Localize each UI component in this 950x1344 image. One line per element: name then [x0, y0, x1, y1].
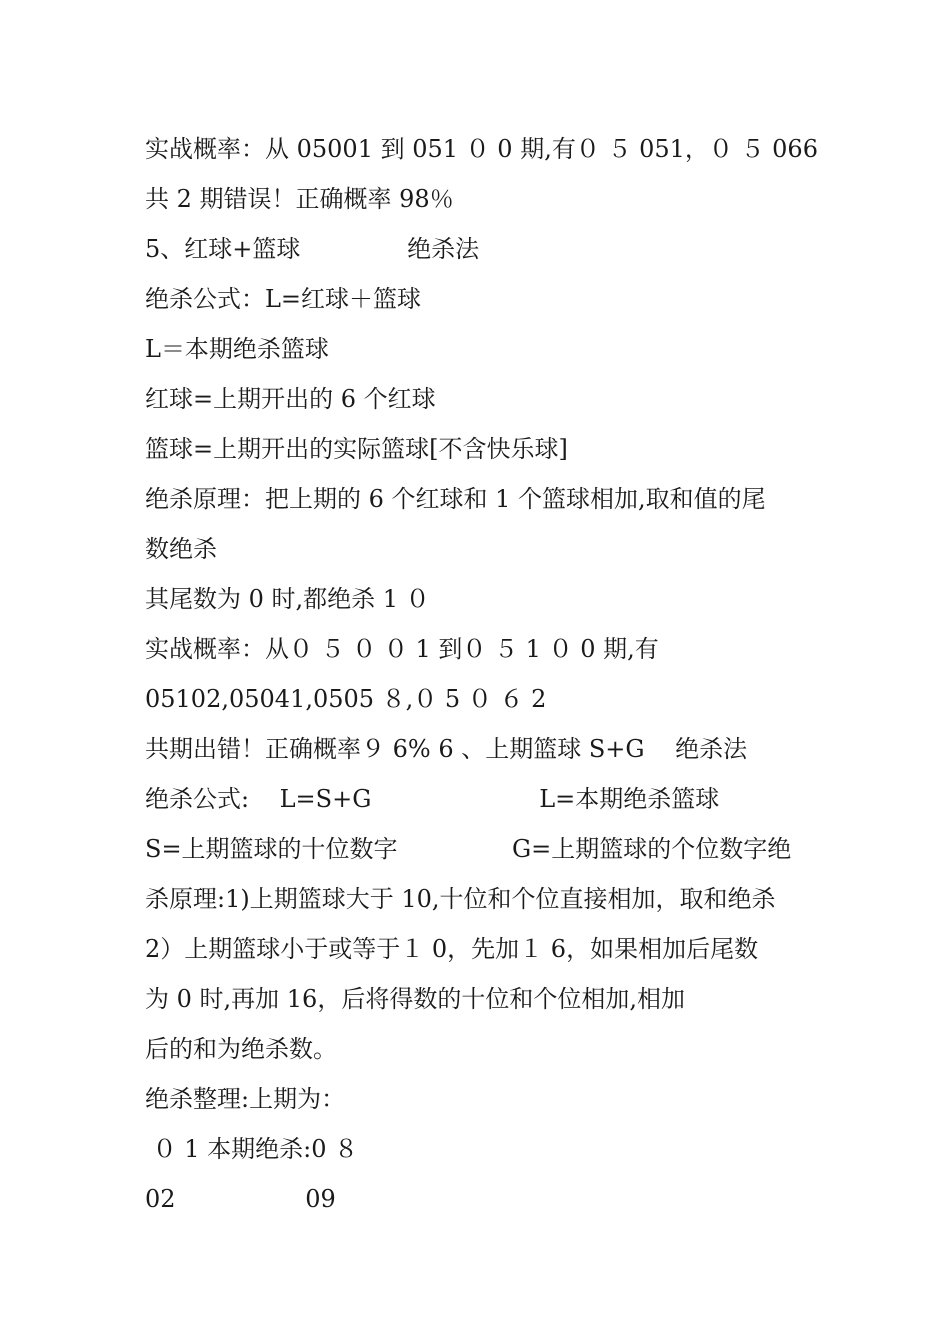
text-line: 实战概率：从 05001 到 051 ０ 0 期,有０ ５ 051，０ ５ 066	[145, 135, 818, 163]
text-line: 杀原理:1)上期篮球大于 10,十位和个位直接相加，取和绝杀	[145, 885, 776, 913]
text-line: L＝本期绝杀篮球	[145, 335, 329, 363]
text-line: 为 0 时,再加 16，后将得数的十位和个位相加,相加	[145, 985, 685, 1013]
text-line: 后的和为绝杀数。	[145, 1035, 337, 1063]
text-line: 共期出错！正确概率９ 6% 6 、上期篮球 S+G 绝杀法	[145, 735, 748, 763]
text-line: 05102,05041,0505 ８,０ 5 ０ ６ 2	[145, 685, 547, 713]
document-body	[145, 124, 818, 1224]
text-line: ０ 1 本期绝杀:0 ８	[145, 1135, 359, 1163]
text-line: 02 09	[145, 1185, 336, 1213]
text-line: 篮球=上期开出的实际篮球[不含快乐球]	[145, 435, 568, 463]
text-line: 绝杀公式：L=红球＋篮球	[145, 285, 422, 313]
text-line: 其尾数为 0 时,都绝杀 1 ０	[145, 585, 430, 613]
text-line: 实战概率：从０ ５ ０ ０ 1 到０ ５ 1 ０ 0 期,有	[145, 635, 659, 663]
text-line: 2）上期篮球小于或等于１ 0，先加１ 6，如果相加后尾数	[145, 935, 759, 963]
text-line: 红球=上期开出的 6 个红球	[145, 385, 436, 413]
text-line: 绝杀整理:上期为：	[145, 1085, 346, 1113]
text-line: 绝杀公式: L=S+G L=本期绝杀篮球	[145, 785, 720, 813]
text-line: S=上期篮球的十位数字 G=上期篮球的个位数字绝	[145, 835, 792, 863]
text-line: 数绝杀	[145, 535, 217, 563]
text-line: 共 2 期错误！正确概率 98％	[145, 185, 454, 213]
section-heading: 5、红球+篮球 绝杀法	[145, 235, 480, 263]
text-line: 绝杀原理：把上期的 6 个红球和 1 个篮球相加,取和值的尾	[145, 485, 766, 513]
